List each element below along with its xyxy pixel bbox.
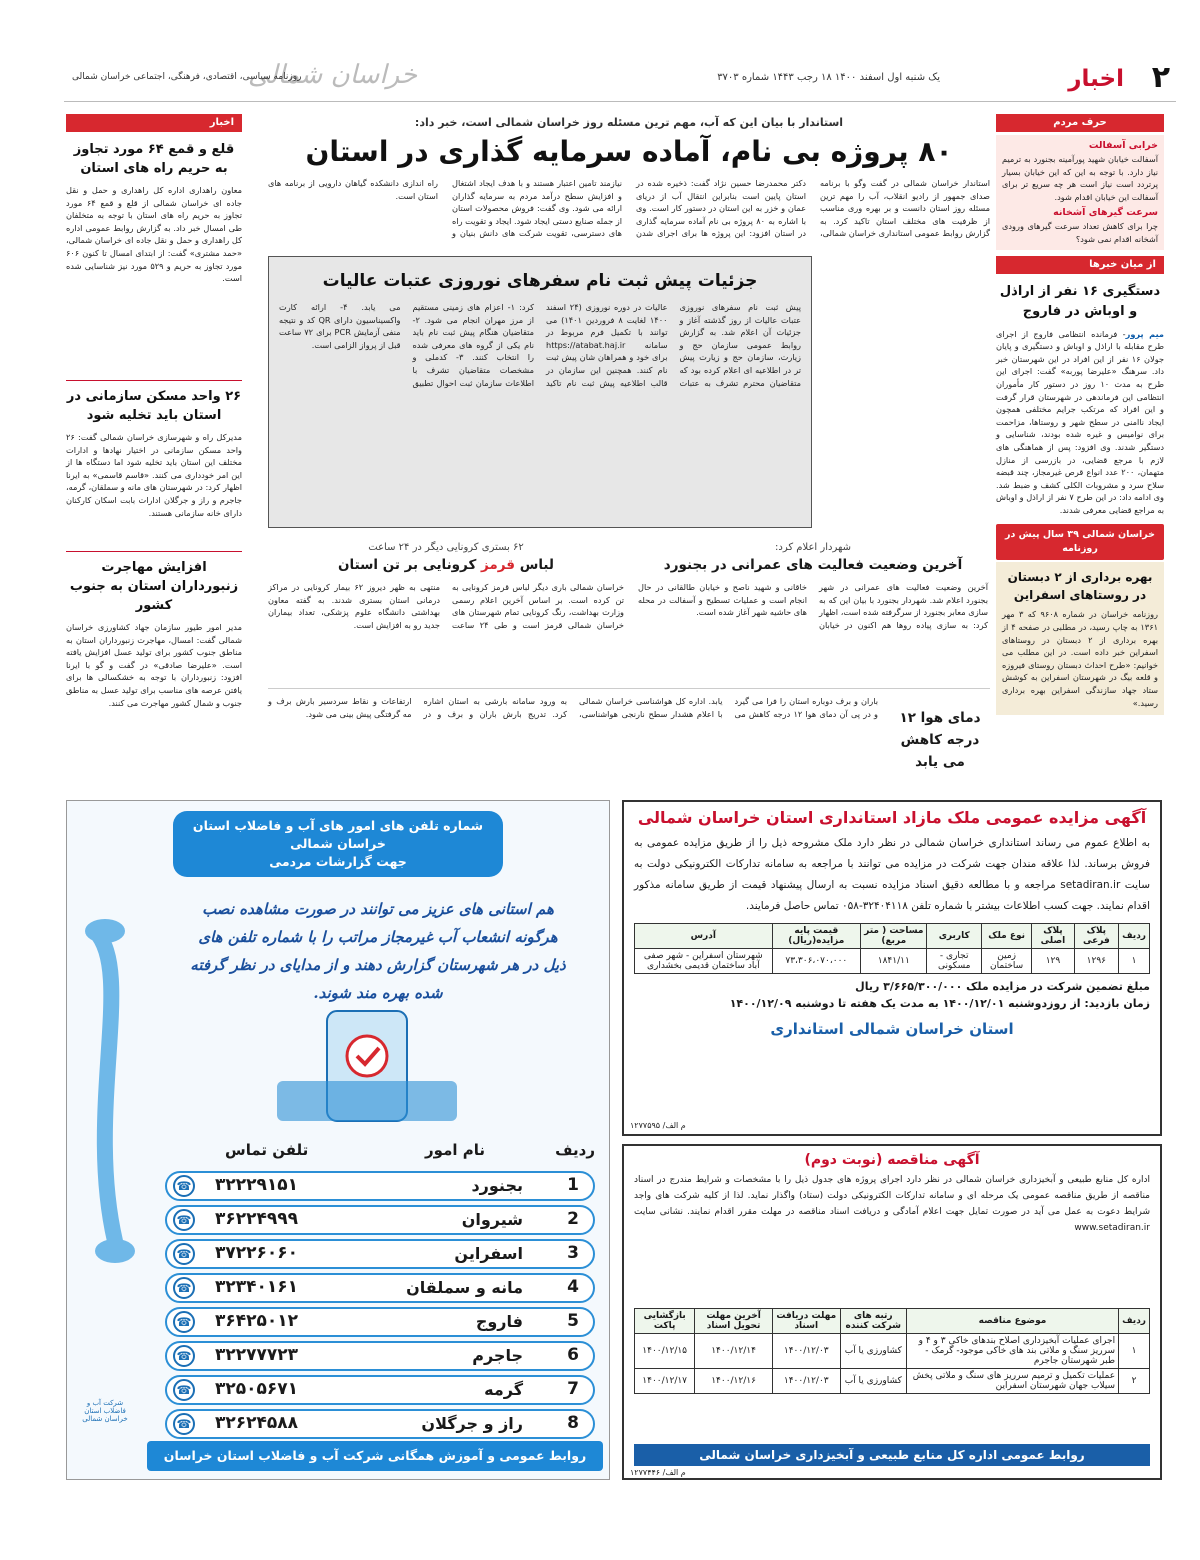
- people-voice-box: [996, 135, 1164, 250]
- news-bar: از میان خبرها: [996, 256, 1164, 274]
- news-text: - فرمانده انتظامی فاروج از اجرای طرح مقابله با اراذل و اوباش و دستگیری و پایان جولان ۱۶ نفر از این افراد در این شهرستان خبر داد. سرهنگ «علیرضا پوربه» گفت: اجرای این طرح به مدت ۱۰ روز در دستور کار مأموران انتظامی این فرماندهی در شهرستان قرار گرفت و این افراد که مرتکب جرایم مختلفی همچون ایجاد ناامنی در سطح شهر و روستاها، مزاحمت برای نوامیس و غیره شده بودند، شناسایی و دستگیر شدند. وی افزود: پس از هماهنگی های لازم با مرجع قضایی، در بازرسی از منازل متهمان، ۲۰۰ عدد انواع قرص غیرمجاز، چند قبضه سلاح سرد و مشروبات الکلی کشف و ضبط شد. وی ادامه داد: در این طرح ۷ نفر از اراذل و اوباش به مراجع قضایی معرفی شدند.: [996, 328, 1165, 515]
- company-logo: شرکت آب و فاضلاب استان خراسان شمالی: [82, 1399, 128, 1423]
- table-cell: ۱۴۰۰/۱۲/۰۳: [772, 1334, 840, 1369]
- phone-icon: ☎: [173, 1379, 195, 1401]
- news-bar: اخبار: [66, 114, 242, 132]
- story-title: دمای هوا ۱۲ درجه کاهش می یابد: [899, 710, 981, 770]
- title-red-word: قرمز: [481, 557, 515, 573]
- deposit-line: مبلغ تضمین شرکت در مزایده ملک ۳/۶۶۵/۳۰۰/۰۰۰ ریال: [855, 980, 1150, 993]
- table-header: ردیف نام امور تلفن تماس: [225, 1141, 595, 1159]
- history-badge: خراسان شمالی ۳۹ سال پیش در روزنامه: [996, 524, 1164, 560]
- people-item-title: سرعت گیرهای آشخانه: [1053, 207, 1158, 219]
- table-cell: ۱: [1119, 949, 1150, 974]
- masthead: [64, 58, 1176, 102]
- column-header: موضوع مناقصه: [906, 1309, 1118, 1334]
- table-row: [635, 1334, 1150, 1369]
- water-company-ad: [66, 800, 610, 1493]
- phone-number: ۳۶۴۲۵۰۱۲: [215, 1311, 299, 1331]
- news-text: مدیر امور طیور سازمان جهاد کشاورزی خراسان شمالی گفت: امسال، مهاجرت زنبورداران استان به مناطق جنوب کشور برای تولید عسل افزایش یافته است. «علیرضا صادقی» در گفت و گو با ایرنا افزود: زنبورداران با توجه به خشکسالی ها برای یافتن عرصه های مناسب برای تولید عسل به مناطق جنوب و شمال کشور مهاجرت می کنند.: [66, 622, 242, 708]
- auction-ad: [622, 800, 1162, 1136]
- history-text: روزنامه خراسان در شماره ۹۶۰۸ که ۳ مهر ۱۳۶۱ به چاپ رسید، در مطلبی در صفحه ۴ از بهره برداری از ۲ دبستان در روستاهای اسفراین خبر داده است. در این مطلب می خوانیم: «طرح احداث دبستان روستای فیروزه و قلعه بیگ در شهرستان اسفراین به کوشش ستاد جهاد سازندگی اسفراین بهره برداری رسید.»: [1002, 609, 1158, 708]
- news-text: معاون راهداری اداره کل راهداری و حمل و نقل جاده ای خراسان شمالی از قلع و قمع ۶۴ مورد تجاوز به حریم راه های استان با توجه به متخلفان طی امسال خبر داد. به گزارش روابط عمومی اداره کل راهداری و حمل و نقل جاده ای خراسان شمالی، «حمد مشتری» گفت: از ابتدای امسال تا کنون ۶۰۶ مورد تجاوز به حریم و ۵۲۹ مورد نیز شناسایی شده است.: [66, 185, 242, 284]
- city-name: اسفراین: [454, 1244, 523, 1263]
- lead-kicker: استاندار با بیان این که آب، مهم ترین مسئله روز خراسان شمالی است، خبر داد:: [414, 116, 844, 129]
- table-cell: کشاورزی یا آب: [840, 1369, 906, 1394]
- ad-script: هم استانی های عزیز می توانند در صورت مشاهده نصب هرگونه انشعاب آب غیرمجاز مراتب را با شماره تلفن های ذیل در هر شهرستان گزارش دهند و از مدایای در نظر گرفته شده بهره مند شوند.: [190, 900, 566, 1002]
- right-column: [996, 114, 1164, 772]
- column-header: قیمت پایه مزایده(ریال): [772, 924, 861, 949]
- column-header: کاربری: [927, 924, 981, 949]
- lead-body: استاندار خراسان شمالی در گفت وگو با برنامه صدای جمهور از رادیو انقلاب، آب را مهم ترین مسئله روز استان دانست و بر بهره وری مناسب از ظرفیت های مختلف استان تاکید کرد. به گزارش روابط عمومی استانداری خراسان شمالی، دکتر محمدرضا حسین نژاد گفت: ذخیره شده در استان پایین است بنابراین انتقال آب از دریای عمان و خزر به این استان در دستور کار است. وی با اشاره به ۸۰ پروژه بی نام آماده سرمایه گذاری در استان افزود: این پروژه ها برای اجرای شدن نیازمند تامین اعتبار هستند و با هدف ایجاد اشتغال و افزایش سطح درآمد مردم به سرمایه گذاران ارائه می شود. وی گفت: فروش محصولات استان از جمله صنایع دستی ایجاد شود. ایجاد و تقویت راه های دسترسی، تقویت شرکت های دانش بنیان و راه اندازی دانشکده گیاهان دارویی از برنامه های استان است.: [268, 178, 990, 239]
- city-name: شیروان: [461, 1210, 523, 1229]
- story-weather: [268, 688, 990, 772]
- column-header: رتبه های شرکت کننده: [840, 1309, 906, 1334]
- pilgrimage-box: [268, 256, 812, 528]
- box-text: پیش ثبت نام سفرهای نوروزی عتبات عالیات از روز گذشته آغاز و جزئیات آن اعلام شد. به گزارش روابط عمومی سازمان حج و زیارت، سازمان حج و زیارت پیش تر در اطلاعیه ای اعلام کرده بود که متقاضیان محترم تشرف به عتبات عالیات در دوره نوروزی (۲۴ اسفند ۱۴۰۰ لغایت ۸ فروردین ۱۴۰۱) می توانند با تکمیل فرم مربوط در سامانه https://atabat.haj.ir برای خود و همراهان شان پیش ثبت نام کنند. همچنین این سازمان در قالب اطلاعیه پیش ثبت نام تاکید کرد: ۱- اعزام های زمینی مستقیم از مرز مهران انجام می شود. ۲- متقاضیان هنگام پیش ثبت نام باید نام یکی از گروه های معرفی شده را انتخاب کنند. ۳- کدملی و مشخصات متقاضیان تشرف با اطلاعات سازمان ثبت احوال تطبیق می یابد. ۴- ارائه کارت واکسیناسیون دارای QR کد و نتیجه منفی آزمایش PCR برای ۷۲ ساعت قبل از پرواز الزامی است.: [279, 302, 801, 388]
- history-title: بهره برداری از ۲ دبستان در روستاهای اسفراین: [1007, 570, 1153, 603]
- table-cell: ۱۴۰۰/۱۲/۱۴: [695, 1334, 772, 1369]
- table-cell: شهرستان اسفراین - شهر صفی آباد ساختمان قدیمی بخشداری: [635, 949, 773, 974]
- column-header: آخرین مهلت تحویل اسناد: [695, 1309, 772, 1334]
- ad-footer: روابط عمومی اداره کل منابع طبیعی و آبخیزداری خراسان شمالی: [634, 1444, 1150, 1466]
- ad-body: به اطلاع عموم می رساند استانداری خراسان شمالی در نظر دارد ملک مشروحه ذیل را از طریق مزایده عمومی به فروش برساند. لذا علاقه مندان جهت شرکت در مزایده می توانند با مراجعه به سامانه تدارکات الکترونیکی دولت به سایت setadiran.ir مراجعه و با مطالعه دقیق اسناد مزایده نسبت به ارسال پیشنهاد قیمت از طریق سامانه مذکور اقدام نمایند. جهت کسب اطلاعات بیشتر با شماره تلفن ۳۲۴۰۴۱۱۸-۰۵۸ تماس حاصل فرمایند.: [634, 837, 1150, 912]
- table-row: [165, 1273, 595, 1303]
- news-title: قلع و قمع ۶۴ مورد تجاوز به حریم راه های استان: [73, 142, 235, 176]
- auction-table: [634, 923, 1150, 974]
- people-item-title: خرابی آسفالت: [1088, 140, 1158, 151]
- ad-title: آگهی مناقصه (نوبت دوم): [804, 1152, 980, 1168]
- news-title: دستگیری ۱۶ نفر از اراذل و اوباش در فاروج: [999, 283, 1161, 319]
- table-row: [165, 1205, 595, 1235]
- phone-number: ۳۲۳۴۰۱۶۱: [215, 1277, 299, 1297]
- history-box: [996, 562, 1164, 715]
- ad-ref: م الف/ ۱۲۷۷۴۴۶: [630, 1468, 686, 1477]
- table-row: [165, 1307, 595, 1337]
- phone-icon: ☎: [173, 1413, 195, 1435]
- table-row: [635, 1369, 1150, 1394]
- story-text: خراسان شمالی باری دیگر لباس قرمز کرونایی به تن کرده است. بر اساس آخرین اعلام رسمی وزارت بهداشت، رنگ کرونایی تمام شهرستان های خراسان شمالی قرمز است و طی ۲۴ ساعت منتهی به ظهر دیروز ۶۲ بیمار کرونایی در مراکز درمانی استان بستری شدند. به گفته معاون بهداشتی دانشگاه علوم پزشکی، تعداد بیماران جدید رو به افزایش است.: [268, 582, 624, 630]
- phone-number: ۳۲۵۰۵۶۷۱: [215, 1379, 299, 1399]
- story-kicker: ۶۲ بستری کرونایی دیگر در ۲۴ ساعت: [368, 542, 524, 553]
- story-kicker: شهردار اعلام کرد:: [775, 542, 851, 553]
- column-header: پلاک فرعی: [1074, 924, 1118, 949]
- row-number: 3: [567, 1243, 579, 1263]
- ad-title: آگهی مزایده عمومی ملک مازاد استانداری استان خراسان شمالی: [637, 808, 1147, 827]
- city-name: راز و جرگلان: [421, 1414, 523, 1433]
- table-cell: ۷۳،۳۰۶،۰۷۰،۰۰۰: [772, 949, 861, 974]
- section-title: اخبار: [1068, 66, 1124, 92]
- news-text: مدیرکل راه و شهرسازی خراسان شمالی گفت: ۲۶ واحد مسکن سازمانی در اختیار نهادها و ادارات مختلف این استان باید تخلیه شود اما دستگاه ها از این امر خودداری می کنند. «قاسم قاسمی» به ایرنا اظهار کرد: در شهرستان های مانه و سملقان، گرمه، جاجرم و راز و جرگلان ادارات بابت اسکان کارکنان دارای خانه سازمانی هستند.: [66, 432, 242, 518]
- table-row: [165, 1375, 595, 1405]
- ad-footer: روابط عمومی و آموزش همگانی شرکت آب و فاضلاب استان خراسان شمالی: [147, 1441, 603, 1471]
- phone-number: ۳۲۶۲۴۵۸۸: [215, 1413, 299, 1433]
- table-row: [165, 1341, 595, 1371]
- left-column: [66, 114, 242, 774]
- row-number: 6: [567, 1345, 579, 1365]
- table-cell: ۱: [1119, 1334, 1150, 1369]
- lead-headline: ۸۰ پروژه بی نام، آماده سرمایه گذاری در استان: [305, 135, 953, 168]
- column-header: مساحت ( متر مربع): [861, 924, 927, 949]
- row-number: 8: [567, 1413, 579, 1433]
- row-number: 5: [567, 1311, 579, 1331]
- table-cell: تجاری - مسکونی: [927, 949, 981, 974]
- phone-icon: ☎: [173, 1277, 195, 1299]
- row-number: 4: [567, 1277, 579, 1297]
- people-voice-bar: حرف مردم: [996, 114, 1164, 132]
- phone-number: ۳۲۲۲۹۱۵۱: [215, 1175, 299, 1195]
- ad-body: اداره کل منابع طبیعی و آبخیزداری خراسان شمالی در نظر دارد اجرای پروژه های جدول ذیل را با مشخصات و شرایط مندرج در اسناد مناقصه از طریق مناقصه عمومی یک مرحله ای و سامانه تدارکات الکترونیکی دولت (ستاد) واگذار نماید. لذا از کلیه شرکت های واجد شرایط دعوت به عمل می آید در صورت تمایل جهت اعلام آمادگی و دریافت اسناد مناقصه در مهلت مقرر اقدام نمایند. نشانی سایت www.setadiran.ir: [634, 1175, 1150, 1233]
- story-covid: [268, 542, 624, 678]
- lead-story: [268, 116, 990, 248]
- phone-icon: ☎: [173, 1209, 195, 1231]
- table-cell: ۱۸۴۱/۱۱: [861, 949, 927, 974]
- issue-line: یک شنبه اول اسفند ۱۴۰۰ ۱۸ رجب ۱۴۴۳ شماره ۳۷۰۳: [717, 72, 940, 83]
- news-lead: میم پرور: [1125, 328, 1164, 339]
- news-title: ۲۶ واحد مسکن سازمانی در استان باید تخلیه شود: [66, 389, 242, 423]
- column-header: بازگشایی پاکت: [635, 1309, 695, 1334]
- ad-title: شماره تلفن های امور های آب و فاضلاب استان خراسان شمالی جهت گزارشات مردمی: [173, 811, 503, 877]
- column-header: آدرس: [635, 924, 773, 949]
- city-name: فاروج: [475, 1312, 523, 1331]
- table-row: [165, 1239, 595, 1269]
- tender-table: [634, 1308, 1150, 1394]
- city-name: بجنورد: [471, 1176, 523, 1195]
- column-header: ردیف: [1119, 924, 1150, 949]
- table-cell: کشاورزی یا آب: [840, 1334, 906, 1369]
- newspaper-logo: خراسان شمالی: [248, 60, 418, 90]
- table-cell: عملیات تکمیل و ترمیم سرریز های سنگ و ملاتی پخش سیلاب جهان شهرستان اسفراین: [906, 1369, 1118, 1394]
- table-row: [165, 1171, 595, 1201]
- story-title: آخرین وضعیت فعالیت های عمرانی در بجنورد: [663, 557, 963, 573]
- people-item-text: آسفالت خیابان شهید پورآمینه بجنورد به ترمیم نیاز دارد. با توجه به این که این خیابان بسیار پرتردد است نیاز است هر چه سریع تر برای آسفالت این خیابان اقدام شود.: [1002, 154, 1158, 202]
- phone-icon: ☎: [173, 1345, 195, 1367]
- table-cell: زمین ساختمان: [981, 949, 1031, 974]
- phone-number: ۳۶۲۲۴۹۹۹: [215, 1209, 299, 1229]
- city-name: جاجرم: [472, 1346, 523, 1365]
- table-cell: ۲: [1119, 1369, 1150, 1394]
- box-title: جزئیات پیش ثبت نام سفرهای نوروزی عتبات عالیات: [322, 271, 758, 291]
- column-header: مهلت دریافت اسناد: [772, 1309, 840, 1334]
- row-number: 7: [567, 1379, 579, 1399]
- story-text: آخرین وضعیت فعالیت های عمرانی در شهر بجنورد اعلام شد. شهردار بجنورد با بیان این که به سازی معابر بجنورد از سرگرفته شده است، اظهار کرد: به سازی پیاده روها هم اکنون در خیابان خاقانی و شهید ناصح و خیابان طالقانی در حال انجام است و عملیات تسطیح و آسفالت در محله های حاشیه شهر آغاز شده است.: [638, 582, 988, 630]
- city-name: مانه و سملقان: [406, 1278, 523, 1297]
- table-cell: ۱۴۰۰/۱۲/۱۷: [635, 1369, 695, 1394]
- news-title: افزایش مهاجرت زنبورداران استان به جنوب کشور: [69, 560, 239, 613]
- city-name: گرمه: [484, 1380, 523, 1399]
- phone-icon: ☎: [173, 1243, 195, 1265]
- page-number: ۲: [1151, 60, 1170, 95]
- visit-line: زمان بازدید: از روزدوشنبه ۱۴۰۰/۱۲/۰۱ به مدت یک هفته تا دوشنبه ۱۴۰۰/۱۲/۰۹: [729, 997, 1150, 1010]
- phone-number: ۳۲۲۷۷۷۲۳: [215, 1345, 299, 1365]
- tagline: روزنامه سیاسی، اقتصادی، فرهنگی، اجتماعی خراسان شمالی: [72, 72, 302, 82]
- table-cell: اجرای عملیات آبخیزداری اصلاح بندهای خاکی ۳ و ۴ و سرریز سنگ و ملاتی بند های خاکی موجود- گرمک - طبر شهرستان جاجرم: [906, 1334, 1118, 1369]
- story-title: لباس قرمز کرونایی بر تن استان: [338, 557, 554, 573]
- story-construction: [638, 542, 988, 678]
- column-header: ردیف: [1119, 1309, 1150, 1334]
- table-cell: ۱۴۰۰/۱۲/۱۵: [635, 1334, 695, 1369]
- phone-icon: ☎: [173, 1311, 195, 1333]
- ad-signature: استان خراسان شمالی استانداری: [770, 1020, 1014, 1038]
- story-text: باران و برف دوباره استان را فرا می گیرد و در پی آن دمای هوا ۱۲ درجه کاهش می یابد. اداره کل هواشناسی خراسان شمالی با اعلام هشدار سطح نارنجی هواشناسی، به ورود سامانه بارشی به استان اشاره کرد. تدریج بارش باران و برف و در ارتفاعات و نقاط سردسیر بارش برف و مه گرفتگی پیش بینی می شود.: [268, 696, 878, 719]
- table-cell: ۱۲۹: [1032, 949, 1074, 974]
- row-number: 1: [567, 1175, 579, 1195]
- row-number: 2: [567, 1209, 579, 1229]
- table-row: [165, 1409, 595, 1439]
- table-cell: ۱۲۹۶: [1074, 949, 1118, 974]
- illustration-phone-icon: [217, 1001, 517, 1121]
- column-header: نوع ملک: [981, 924, 1031, 949]
- table-cell: ۱۴۰۰/۱۲/۱۶: [695, 1369, 772, 1394]
- column-header: پلاک اصلی: [1032, 924, 1074, 949]
- table-cell: ۱۴۰۰/۱۲/۰۳: [772, 1369, 840, 1394]
- ad-ref: م الف/ ۱۲۷۷۵۹۵: [630, 1121, 686, 1130]
- people-item-text: چرا برای کاهش تعداد سرعت گیرهای ورودی آشخانه اقدام نمی شود؟: [1002, 221, 1158, 244]
- handset-icon: [75, 911, 155, 1311]
- phone-number: ۳۷۲۲۶۰۶۰: [215, 1243, 299, 1263]
- tender-ad: [622, 1144, 1162, 1480]
- phone-icon: ☎: [173, 1175, 195, 1197]
